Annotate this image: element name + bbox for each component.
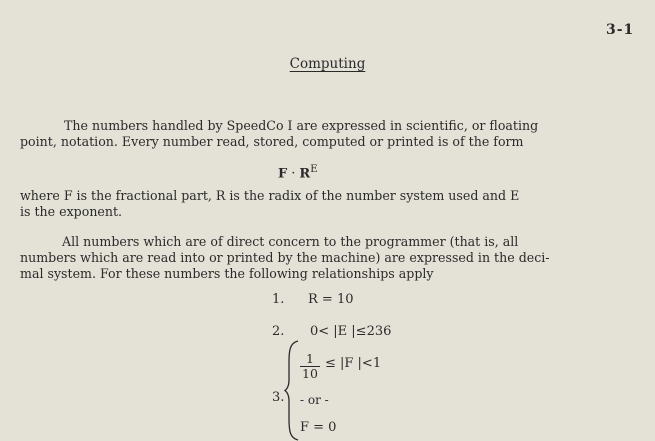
paragraph-2-line-1: where F is the fractional part, R is the radix of the number system used and E xyxy=(20,188,520,203)
paragraph-3-line-2: numbers which are read into or printed by the machine) are expressed in the deci- xyxy=(20,250,550,265)
relationship-3-number: 3. xyxy=(272,390,285,405)
formula-fraction: F xyxy=(278,166,288,182)
relationship-3-alternative: F = 0 xyxy=(300,420,337,435)
left-brace-icon xyxy=(284,340,300,441)
page-number: 3-1 xyxy=(606,22,635,38)
paragraph-3-line-1: All numbers which are of direct concern to the programmer (that is, all xyxy=(62,234,519,249)
formula-dot: · xyxy=(291,166,296,182)
formula-exponent: E xyxy=(310,164,318,175)
fraction-numerator: 1 xyxy=(306,351,314,366)
paragraph-1-line-2: point, notation. Every number read, stored, computed or printed is of the form xyxy=(20,134,524,149)
formula-radix: R xyxy=(299,166,311,182)
section-title-text: Computing xyxy=(289,56,366,72)
paragraph-3-line-3: mal system. For these numbers the following relationships apply xyxy=(20,266,434,281)
relationship-1-text: R = 10 xyxy=(308,292,354,307)
paragraph-2-line-2: is the exponent. xyxy=(20,204,123,219)
relationship-1-number: 1. xyxy=(272,292,285,307)
relationship-3-or: - or - xyxy=(300,393,329,407)
fraction-denominator: 10 xyxy=(300,366,320,381)
floating-point-formula xyxy=(278,164,318,181)
section-title xyxy=(0,56,655,72)
relationship-3-inequality: ≤ |F |<1 xyxy=(325,356,382,371)
relationship-2-number: 2. xyxy=(272,324,285,339)
fraction-one-tenth xyxy=(300,352,320,381)
relationship-2-text: 0< |E |≤236 xyxy=(310,324,392,339)
paragraph-1-line-1: The numbers handled by SpeedCo I are expressed in scientific, or floating xyxy=(64,118,539,133)
